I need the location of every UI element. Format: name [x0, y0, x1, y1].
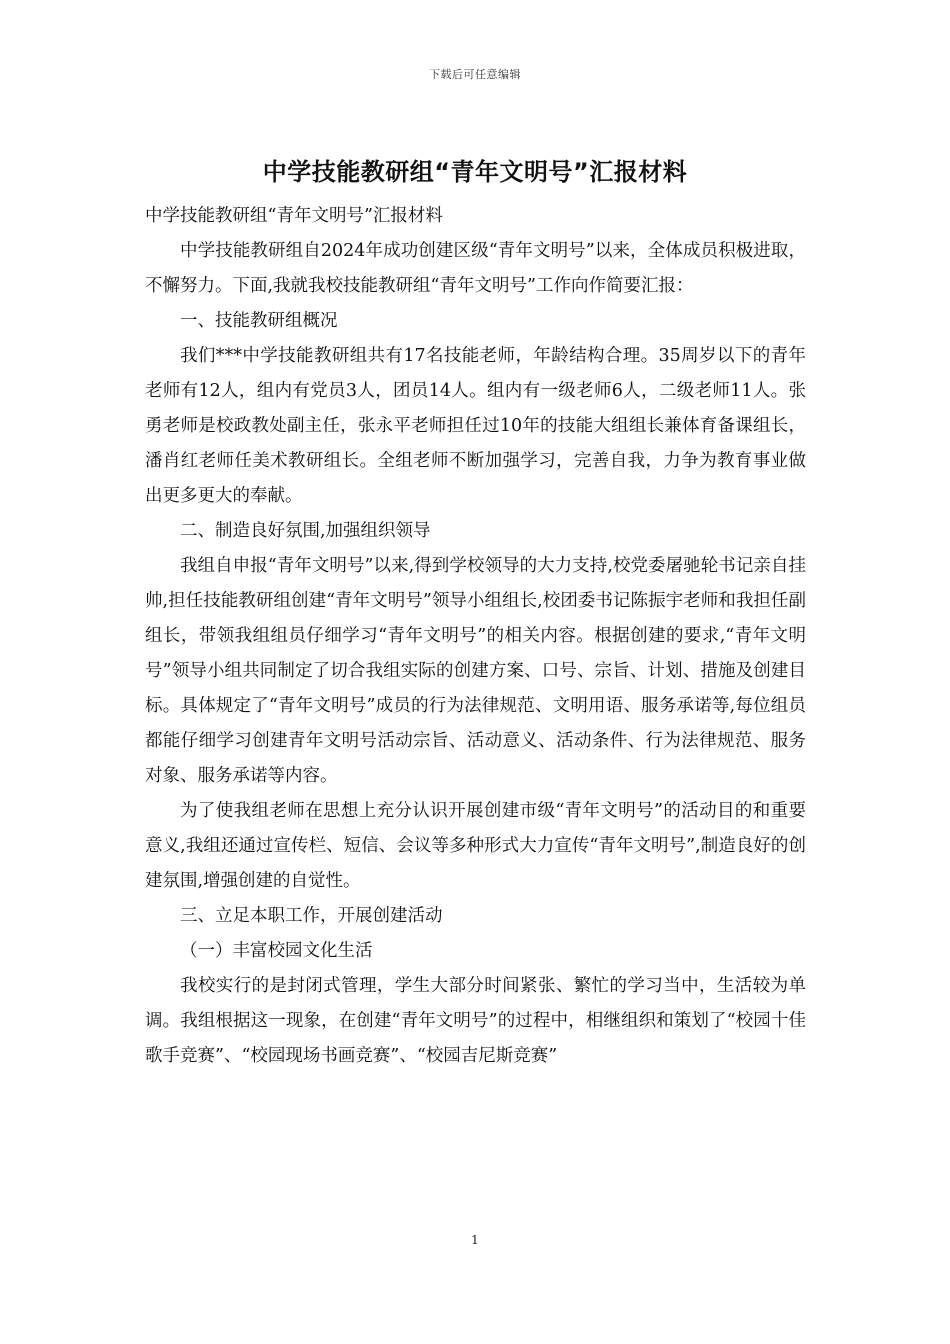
overview-paragraph: 我们***中学技能教研组共有17名技能老师，年龄结构合理。35周岁以下的青年老师有12人，组内有党员3人，团员14人。组内有一级老师6人，二级老师11人。张勇老师是校政教处副主任，张永平老师担任过10年的技能大组组长兼体育备课组长，潘肖红老师任美术教研组长。全组老师不断加强学习，完善自我，力争为教育事业做出更多更大的奉献。 — [145, 346, 806, 506]
publicity-paragraph: 为了使我组老师在思想上充分认识开展创建市级“青年文明号”的活动目的和重要意义,我组还通过宣传栏、短信、会议等多种形式大力宣传“青年文明号”,制造良好的创建氛围,增强创建的自觉性。 — [145, 801, 806, 891]
leadership-paragraph: 我组自申报“青年文明号”以来,得到学校领导的大力支持,校党委屠驰轮书记亲自挂帅,担任技能教研组创建“青年文明号”领导小组组长,校团委书记陈振宇老师和我担任副组长，带领我组组员仔细学习“青年文明号”的相关内容。根据创建的要求,“青年文明号”领导小组共同制定了切合我组实际的创建方案、口号、宗旨、计划、措施及创建目标。具体规定了“青年文明号”成员的行为法律规范、文明用语、服务承诺等,每位组员都能仔细学习创建青年文明号活动宗旨、活动意义、活动条件、行为法律规范、服务对象、服务承诺等内容。 — [145, 556, 806, 786]
section-heading-3: 三、立足本职工作，开展创建活动 — [180, 906, 443, 926]
subsection-heading-1: （一）丰富校园文化生活 — [180, 941, 373, 961]
campus-culture-paragraph: 我校实行的是封闭式管理，学生大部分时间紧张、繁忙的学习当中，生活较为单调。我组根据这一现象，在创建“青年文明号”的过程中，相继组织和策划了“校园十佳歌手竞赛”、“校园现场书画竞赛”、“校园吉尼斯竞赛” — [145, 976, 806, 1066]
intro-paragraph: 中学技能教研组自2024年成功创建区级“青年文明号”以来，全体成员积极进取，不懈努力。下面,我就我校技能教研组“青年文明号”工作向作简要汇报： — [145, 241, 806, 296]
subtitle-paragraph: 中学技能教研组“青年文明号”汇报材料 — [145, 206, 443, 226]
section-heading-1: 一、技能教研组概况 — [180, 311, 338, 331]
page-header-note: 下载后可任意编辑 — [429, 68, 521, 81]
document-body — [145, 199, 806, 1074]
page-number: 1 — [471, 1233, 479, 1247]
document-title: 中学技能教研组“青年文明号”汇报材料 — [262, 158, 688, 186]
section-heading-2: 二、制造良好氛围,加强组织领导 — [180, 521, 431, 541]
